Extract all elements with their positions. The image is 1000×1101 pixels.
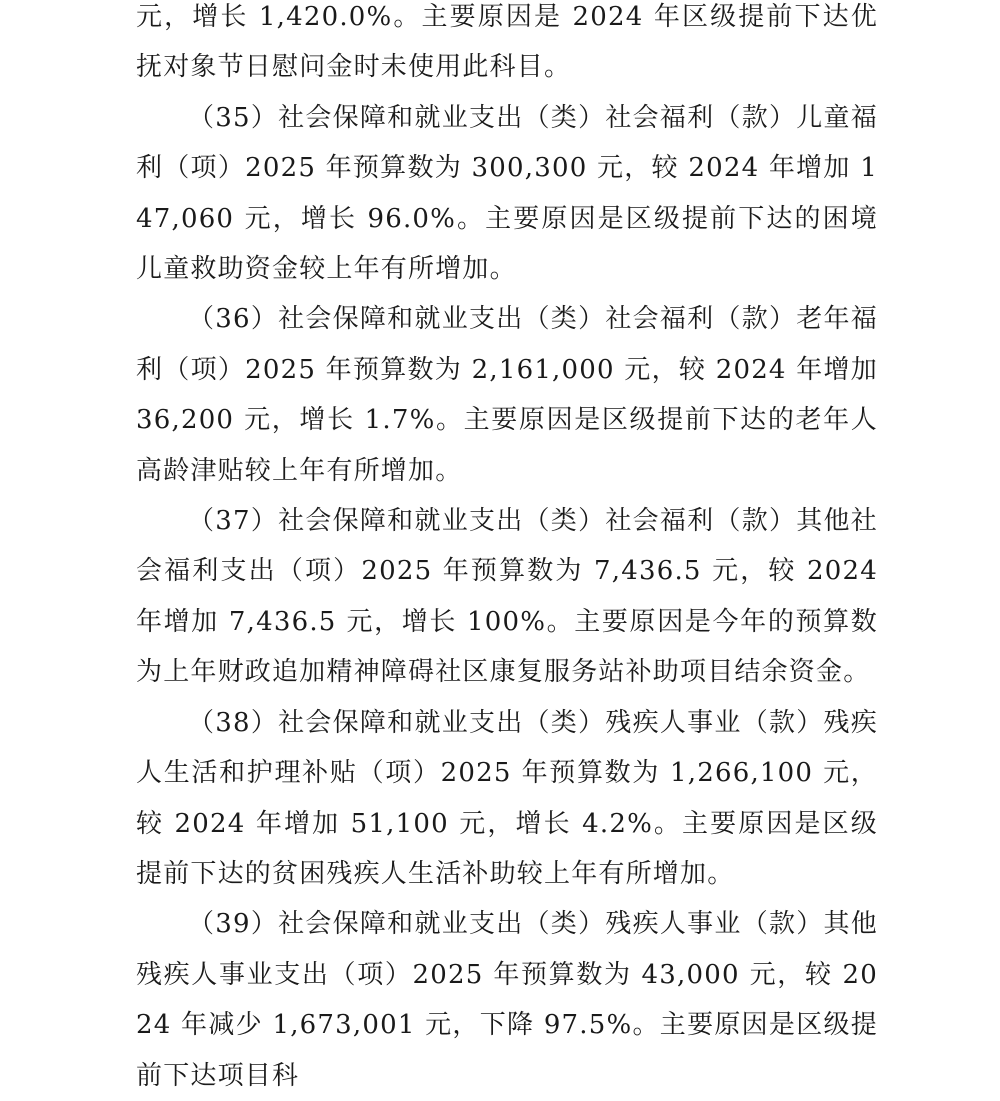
paragraph-item-36: （36）社会保障和就业支出（类）社会福利（款）老年福利（项）2025 年预算数为 2,161,000 元，较 2024 年增加 36,200 元，增长 1.7%。主要原因是区级提前下达的老年人高龄津贴较上年有所增加。	[136, 304, 878, 486]
paragraph-item-38: （38）社会保障和就业支出（类）残疾人事业（款）残疾人生活和护理补贴（项）2025 年预算数为 1,266,100 元，较 2024 年增加 51,100 元，增长 4.2%。主要原因是区级提前下达的贫困残疾人生活补助较上年有所增加。	[136, 707, 878, 889]
paragraph-item-35: （35）社会保障和就业支出（类）社会福利（款）儿童福利（项）2025 年预算数为 300,300 元，较 2024 年增加 147,060 元，增长 96.0%。主要原因是区级提前下达的困境儿童救助资金较上年有所增加。	[136, 102, 878, 285]
paragraph-continuation: 元，增长 1,420.0%。主要原因是 2024 年区级提前下达优抚对象节日慰问金时未使用此科目。	[136, 2, 878, 83]
paragraph-item-39: （39）社会保障和就业支出（类）残疾人事业（款）其他残疾人事业支出（项）2025 年预算数为 43,000 元，较 2024 年减少 1,673,001 元，下降 97.5%。主要原因是区级提前下达项目科	[136, 909, 878, 1091]
paragraph-item-37: （37）社会保障和就业支出（类）社会福利（款）其他社会福利支出（项）2025 年预算数为 7,436.5 元，较 2024 年增加 7,436.5 元，增长 100%。主要原因是今年的预算数为上年财政追加精神障碍社区康复服务站补助项目结余资金。	[136, 506, 878, 688]
document-page	[136, 0, 878, 1101]
